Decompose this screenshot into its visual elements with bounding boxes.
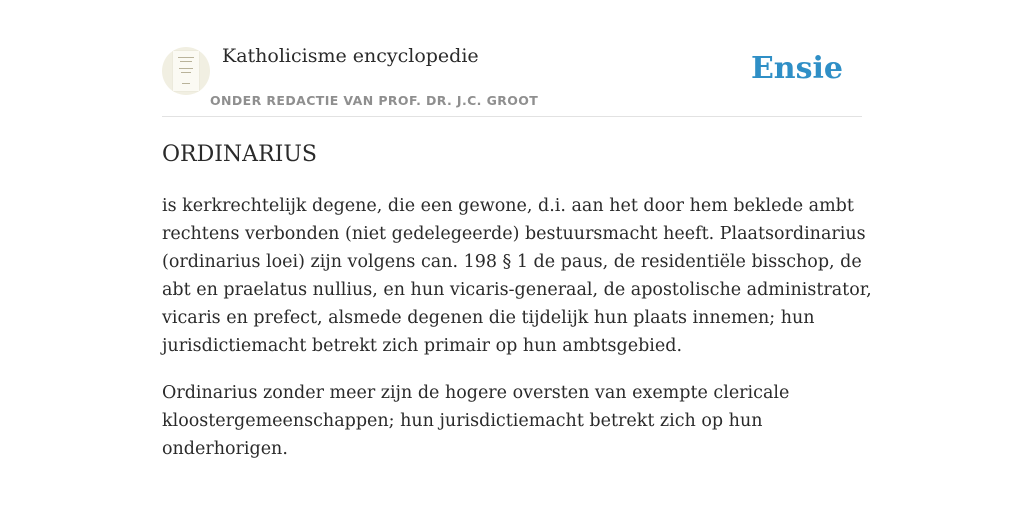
- paragraph-line: kloostergemeenschappen; hun jurisdictiemacht betrekt zich op hun: [162, 411, 763, 431]
- paragraph-line: onderhorigen.: [162, 439, 288, 459]
- paragraph-line: rechtens verbonden (niet gedelegeerde) bestuursmacht heeft. Plaatsordinarius: [162, 224, 866, 244]
- cover-line: [178, 57, 194, 58]
- cover-page: [173, 51, 199, 91]
- cover-line: [182, 83, 190, 84]
- header: [162, 40, 862, 117]
- paragraph-line: vicaris en prefect, alsmede degenen die tijdelijk hun plaats innemen; hun: [162, 308, 815, 328]
- article: [162, 138, 872, 463]
- article-title: ORDINARIUS: [162, 142, 317, 167]
- paragraph-line: abt en praelatus nullius, en hun vicaris-generaal, de apostolische administrator,: [162, 280, 872, 300]
- brand-logo[interactable]: Ensie: [750, 51, 843, 86]
- cover-line: [181, 72, 191, 73]
- article-paragraph: [162, 379, 862, 463]
- article-paragraph: [162, 192, 872, 360]
- paragraph-line: jurisdictiemacht betrekt zich primair op hun ambtsgebied.: [162, 336, 683, 356]
- book-title[interactable]: Katholicisme encyclopedie: [222, 45, 479, 67]
- paragraph-line: Ordinarius zonder meer zijn de hogere oversten van exempte clericale: [162, 383, 790, 403]
- paragraph-line: is kerkrechtelijk degene, die een gewone, d.i. aan het door hem beklede ambt: [162, 196, 854, 216]
- cover-line: [180, 61, 192, 62]
- paragraph-line: (ordinarius loei) zijn volgens can. 198 § 1 de paus, de residentiële bisschop, de: [162, 252, 862, 272]
- book-cover-icon[interactable]: [162, 47, 210, 95]
- editor-credit: ONDER REDACTIE VAN PROF. DR. J.C. GROOT: [210, 93, 539, 108]
- cover-line: [179, 68, 193, 69]
